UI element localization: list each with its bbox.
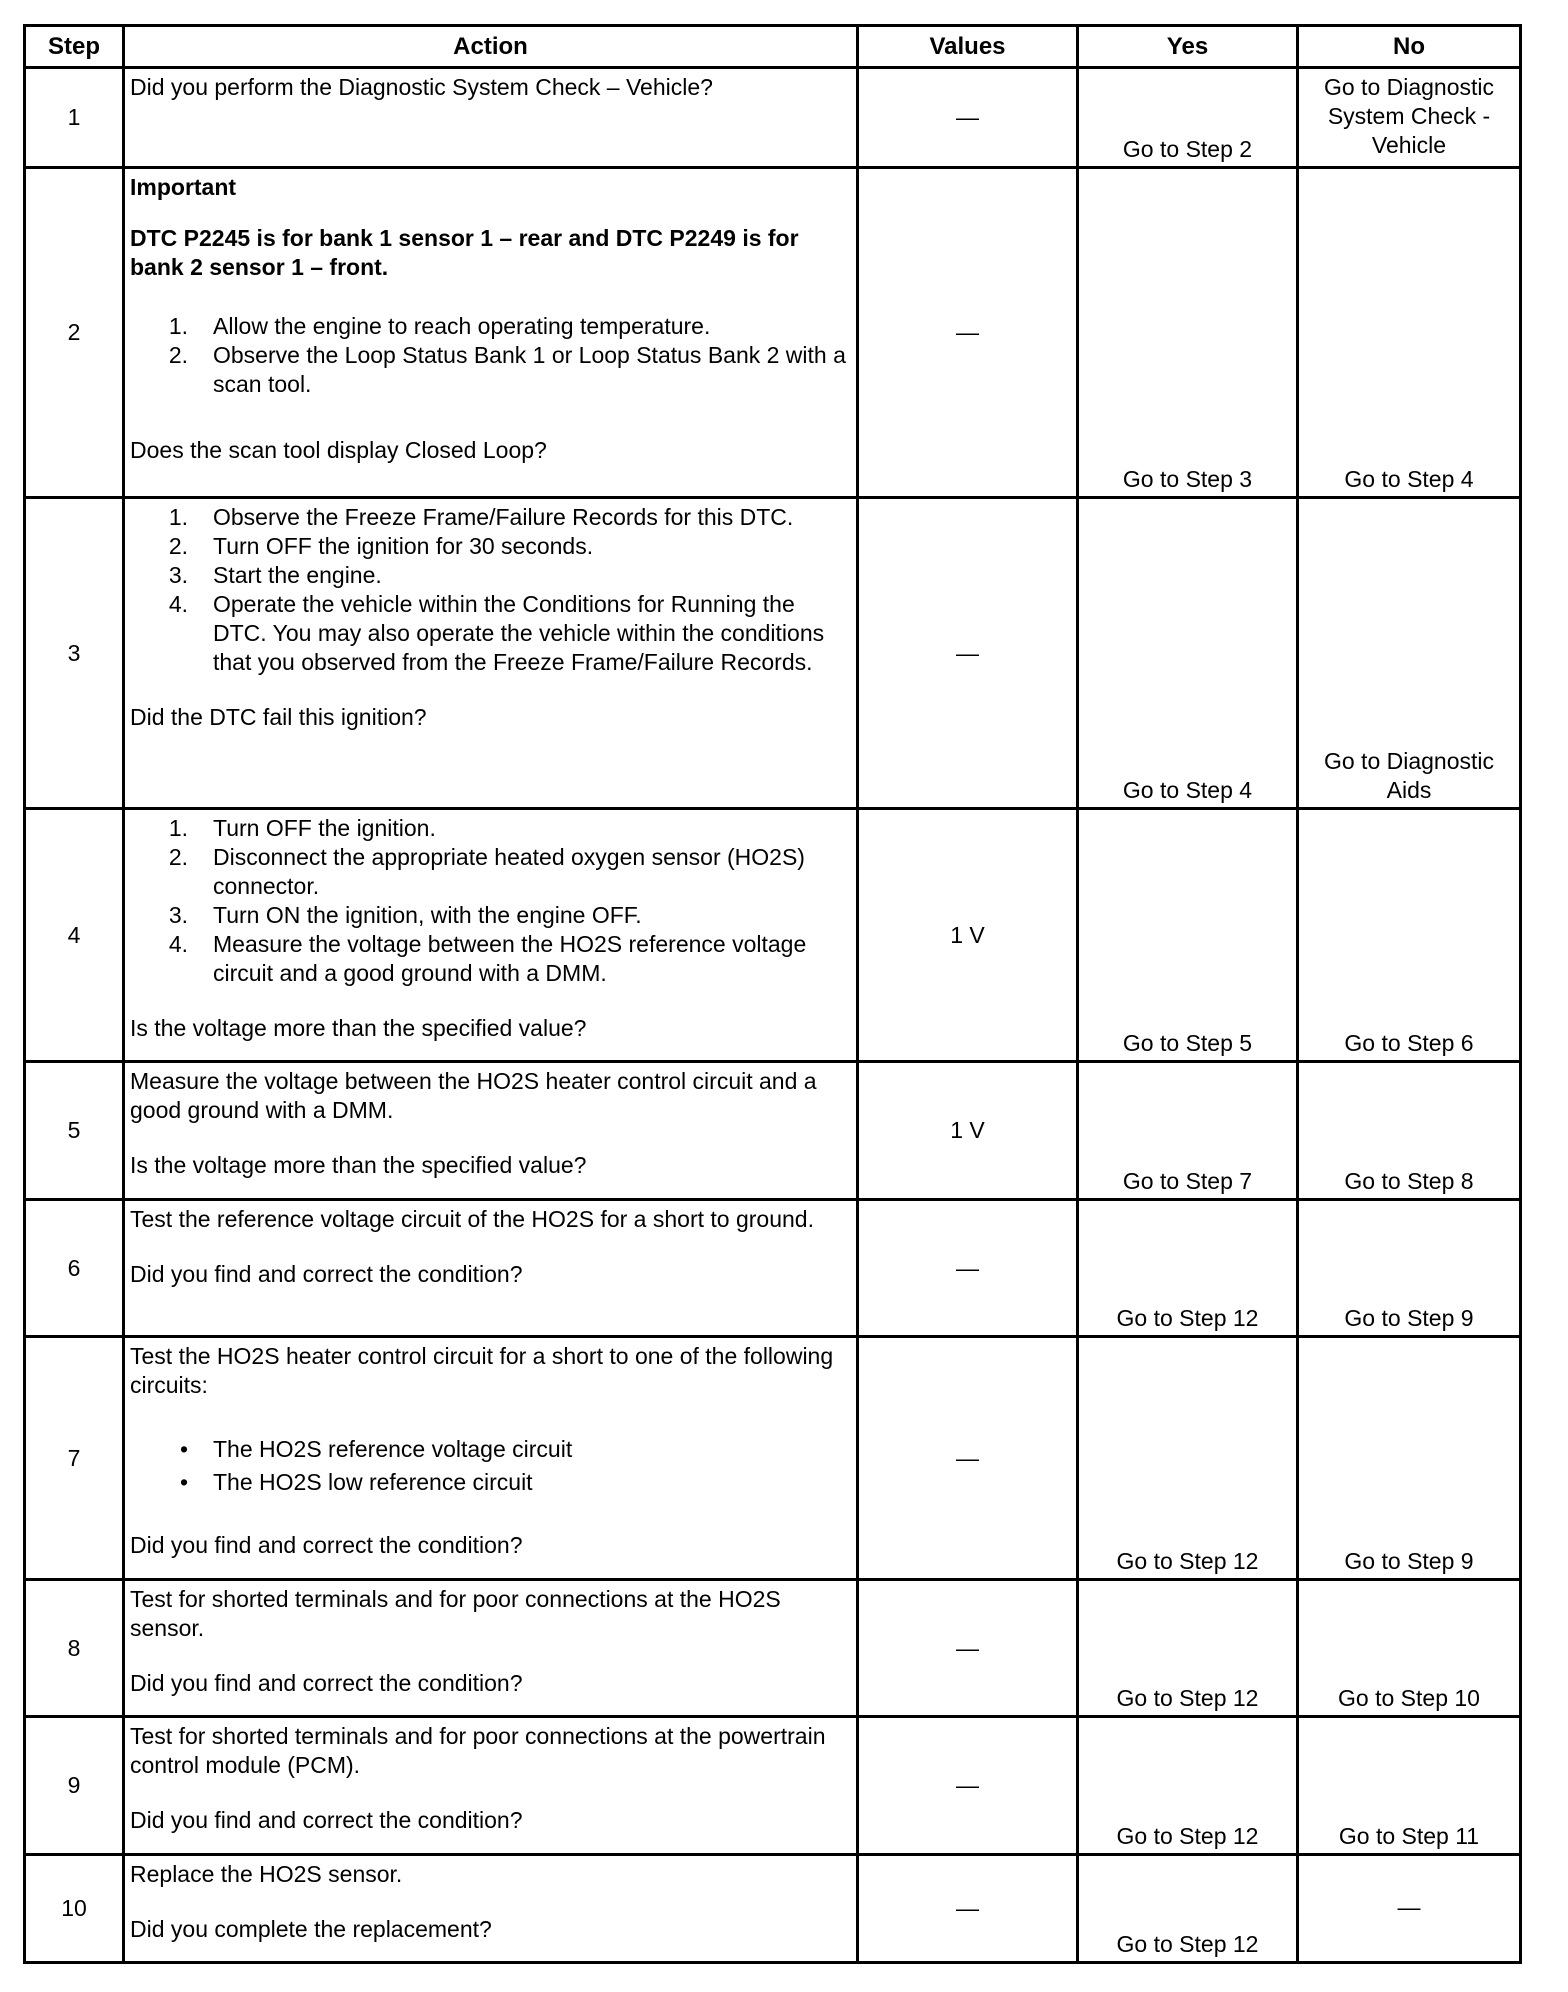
- no-cell: Go to Step 8: [1298, 1062, 1521, 1200]
- action-cell: [124, 1580, 858, 1717]
- list-item: 1. Allow the engine to reach operating temperature.: [168, 313, 711, 339]
- action-cell: [124, 1337, 858, 1580]
- action-question: Did you find and correct the condition?: [130, 1532, 523, 1558]
- step-number: 8: [25, 1580, 124, 1717]
- list-item: 3. Start the engine.: [168, 562, 382, 588]
- action-text: Measure the voltage between the HO2S heater control circuit and a good ground with a DMM.: [130, 1068, 817, 1123]
- no-cell: Go to Step 4: [1298, 168, 1521, 498]
- header-step: Step: [25, 26, 124, 68]
- value-cell: 1 V: [858, 1062, 1078, 1200]
- step-number: 5: [25, 1062, 124, 1200]
- step-number: 7: [25, 1337, 124, 1580]
- yes-cell: Go to Step 7: [1078, 1062, 1298, 1200]
- action-list: [130, 503, 853, 677]
- list-item: 2. Observe the Loop Status Bank 1 or Loop Status Bank 2 with a scan tool.: [168, 342, 846, 397]
- table-row: [25, 498, 1521, 809]
- yes-cell: Go to Step 3: [1078, 168, 1298, 498]
- action-question: Did you find and correct the condition?: [130, 1261, 523, 1287]
- header-values: Values: [858, 26, 1078, 68]
- table-row: [25, 809, 1521, 1062]
- step-number: 10: [25, 1855, 124, 1963]
- action-cell: [124, 498, 858, 809]
- value-cell: —: [858, 1855, 1078, 1963]
- yes-cell: Go to Step 12: [1078, 1580, 1298, 1717]
- yes-cell: Go to Step 4: [1078, 498, 1298, 809]
- list-item: 1. Turn OFF the ignition.: [168, 815, 436, 841]
- list-item: 3. Turn ON the ignition, with the engine OFF.: [168, 902, 642, 928]
- yes-cell: Go to Step 5: [1078, 809, 1298, 1062]
- step-number: 4: [25, 809, 124, 1062]
- header-row: [25, 26, 1521, 68]
- value-cell: —: [858, 498, 1078, 809]
- value-cell: —: [858, 68, 1078, 168]
- value-cell: —: [858, 168, 1078, 498]
- no-cell: Go to Diagnostic System Check - Vehicle: [1298, 68, 1521, 168]
- table-row: [25, 1855, 1521, 1963]
- table-row: [25, 1337, 1521, 1580]
- yes-cell: Go to Step 2: [1078, 68, 1298, 168]
- action-question: Is the voltage more than the specified value?: [130, 1152, 587, 1178]
- action-question: Is the voltage more than the specified value?: [130, 1015, 587, 1041]
- no-cell: Go to Diagnostic Aids: [1298, 498, 1521, 809]
- step-number: 9: [25, 1717, 124, 1855]
- action-question: Did you complete the replacement?: [130, 1916, 492, 1942]
- action-question: Does the scan tool display Closed Loop?: [130, 437, 547, 463]
- action-question: Did the DTC fail this ignition?: [130, 704, 427, 730]
- action-cell: [124, 809, 858, 1062]
- action-cell: [124, 1200, 858, 1337]
- action-cell: [124, 168, 858, 498]
- list-item: 1. Observe the Freeze Frame/Failure Records for this DTC.: [168, 504, 794, 530]
- table-row: [25, 68, 1521, 168]
- no-cell: Go to Step 9: [1298, 1200, 1521, 1337]
- header-yes: Yes: [1078, 26, 1298, 68]
- step-number: 2: [25, 168, 124, 498]
- action-list: [130, 814, 853, 988]
- table-row: [25, 1200, 1521, 1337]
- action-text: Did you perform the Diagnostic System Check – Vehicle?: [130, 74, 713, 100]
- list-item: • The HO2S low reference circuit: [179, 1469, 533, 1495]
- value-cell: 1 V: [858, 809, 1078, 1062]
- action-cell: [124, 1717, 858, 1855]
- no-cell: —: [1298, 1855, 1521, 1963]
- list-item: 4. Measure the voltage between the HO2S reference voltage circuit and a good ground with a DMM.: [168, 931, 807, 986]
- value-cell: —: [858, 1717, 1078, 1855]
- action-cell: [124, 68, 858, 168]
- action-text: Test the HO2S heater control circuit for a short to one of the following circuits:: [130, 1343, 834, 1398]
- action-text: Test for shorted terminals and for poor connections at the powertrain control module (PCM).: [130, 1723, 826, 1778]
- list-item: 2. Turn OFF the ignition for 30 seconds.: [168, 533, 594, 559]
- important-label: Important: [130, 174, 237, 200]
- important-note: DTC P2245 is for bank 1 sensor 1 – rear and DTC P2249 is for bank 2 sensor 1 – front.: [130, 225, 799, 280]
- value-cell: —: [858, 1337, 1078, 1580]
- step-number: 1: [25, 68, 124, 168]
- table-row: [25, 1062, 1521, 1200]
- no-cell: Go to Step 10: [1298, 1580, 1521, 1717]
- action-text: Test for shorted terminals and for poor connections at the HO2S sensor.: [130, 1586, 781, 1641]
- diagnostic-table: [23, 24, 1522, 1964]
- action-list: [130, 312, 853, 399]
- yes-cell: Go to Step 12: [1078, 1717, 1298, 1855]
- action-cell: [124, 1062, 858, 1200]
- yes-cell: Go to Step 12: [1078, 1855, 1298, 1963]
- step-number: 3: [25, 498, 124, 809]
- yes-cell: Go to Step 12: [1078, 1200, 1298, 1337]
- bullet-list: [130, 1435, 853, 1497]
- list-item: 4. Operate the vehicle within the Conditions for Running the DTC. You may also operate the vehicle within the conditions that you observed from the Freeze Frame/Failure Records.: [168, 591, 825, 675]
- no-cell: Go to Step 9: [1298, 1337, 1521, 1580]
- header-no: No: [1298, 26, 1521, 68]
- action-text: Test the reference voltage circuit of the HO2S for a short to ground.: [130, 1206, 814, 1232]
- list-item: • The HO2S reference voltage circuit: [179, 1436, 573, 1462]
- table-row: [25, 1717, 1521, 1855]
- no-cell: Go to Step 6: [1298, 809, 1521, 1062]
- step-number: 6: [25, 1200, 124, 1337]
- header-action: Action: [124, 26, 858, 68]
- action-cell: [124, 1855, 858, 1963]
- yes-cell: Go to Step 12: [1078, 1337, 1298, 1580]
- action-text: Replace the HO2S sensor.: [130, 1861, 403, 1887]
- action-question: Did you find and correct the condition?: [130, 1807, 523, 1833]
- table-row: [25, 1580, 1521, 1717]
- list-item: 2. Disconnect the appropriate heated oxygen sensor (HO2S) connector.: [168, 844, 805, 899]
- table-row: [25, 168, 1521, 498]
- action-question: Did you find and correct the condition?: [130, 1670, 523, 1696]
- value-cell: —: [858, 1200, 1078, 1337]
- no-cell: Go to Step 11: [1298, 1717, 1521, 1855]
- value-cell: —: [858, 1580, 1078, 1717]
